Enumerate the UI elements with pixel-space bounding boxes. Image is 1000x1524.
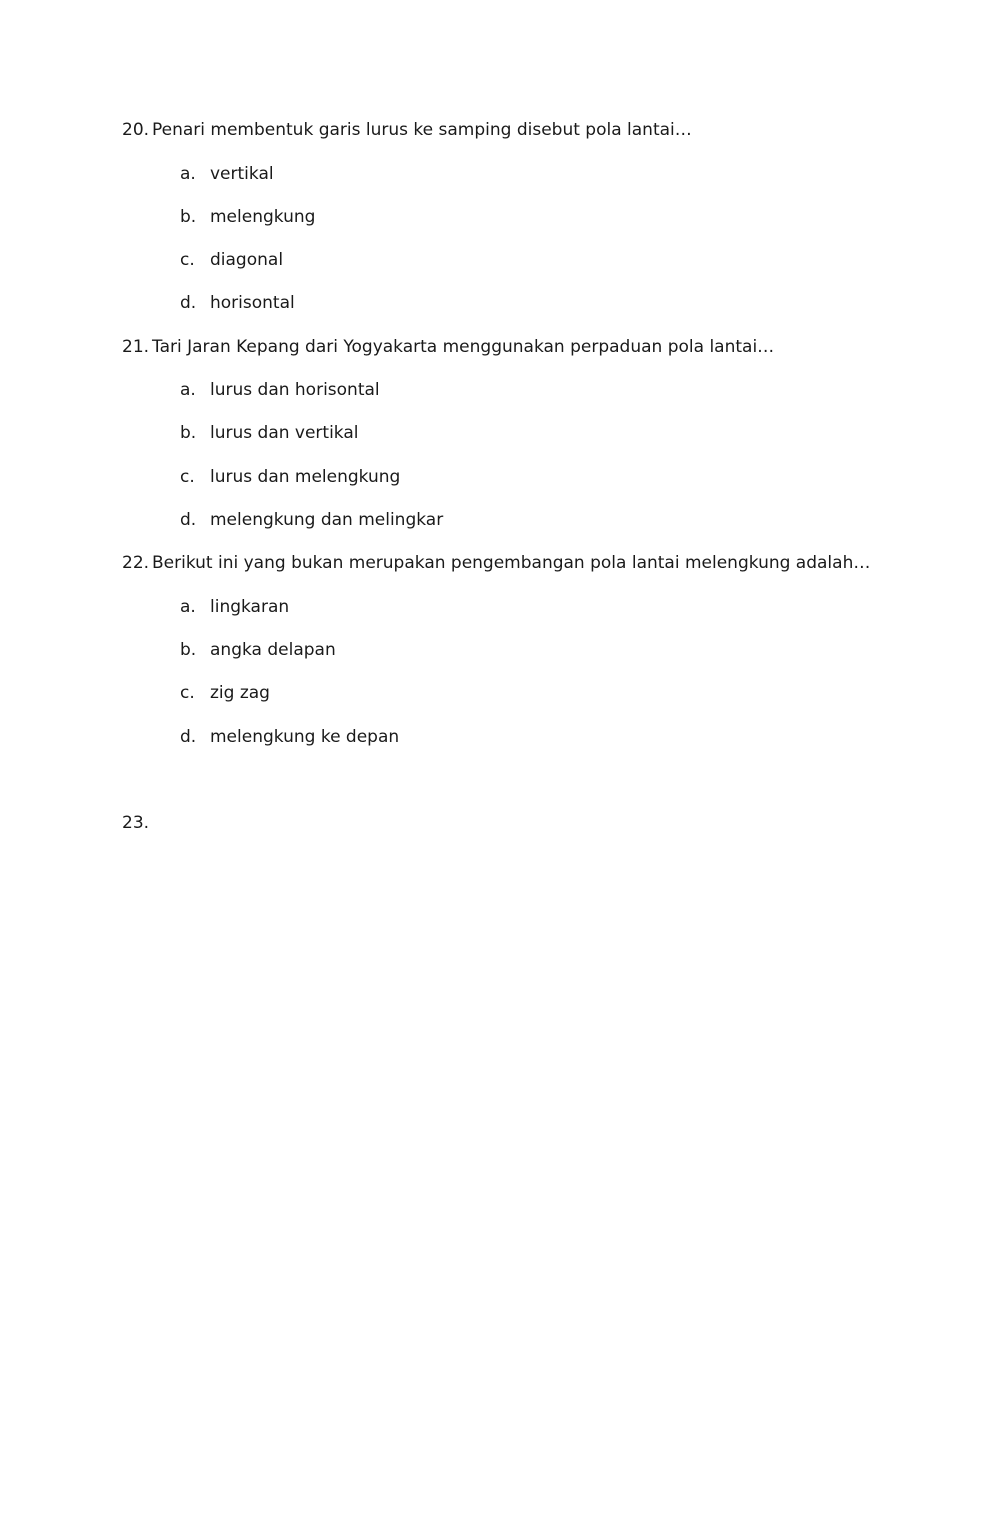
option-letter: d.	[180, 727, 197, 747]
question-number: 22.	[122, 553, 150, 573]
question-22-option-c	[180, 682, 270, 704]
option-text: vertikal	[210, 164, 274, 184]
question-22-option-d	[180, 726, 399, 748]
question-20-option-b	[180, 206, 315, 228]
question-text: Penari membentuk garis lurus ke samping disebut pola lantai…	[152, 120, 692, 140]
option-text: lurus dan vertikal	[210, 423, 359, 443]
option-text: melengkung ke depan	[210, 727, 400, 747]
option-letter: d.	[180, 510, 197, 530]
option-letter: a.	[180, 597, 196, 617]
question-21	[122, 336, 774, 358]
option-letter: c.	[180, 467, 195, 487]
option-letter: a.	[180, 164, 196, 184]
question-21-option-d	[180, 509, 443, 531]
option-text: horisontal	[210, 293, 295, 313]
question-22-option-b	[180, 639, 336, 661]
question-number: 21.	[122, 337, 150, 357]
option-letter: b.	[180, 207, 197, 227]
option-text: lingkaran	[210, 597, 290, 617]
question-22-option-a	[180, 596, 289, 618]
question-21-option-b	[180, 422, 359, 444]
option-text: angka delapan	[210, 640, 336, 660]
question-20-option-c	[180, 249, 283, 271]
question-20-option-a	[180, 163, 274, 185]
option-text: melengkung dan melingkar	[210, 510, 444, 530]
question-21-option-c	[180, 466, 400, 488]
question-number: 20.	[122, 120, 150, 140]
option-text: zig zag	[210, 683, 270, 703]
option-text: melengkung	[210, 207, 316, 227]
question-number: 23.	[122, 813, 150, 833]
option-text: diagonal	[210, 250, 284, 270]
option-letter: c.	[180, 250, 195, 270]
question-23	[122, 812, 152, 834]
option-letter: b.	[180, 640, 197, 660]
question-21-option-a	[180, 379, 380, 401]
question-22	[122, 552, 870, 574]
option-letter: c.	[180, 683, 195, 703]
option-letter: d.	[180, 293, 197, 313]
option-letter: a.	[180, 380, 196, 400]
question-text: Berikut ini yang bukan merupakan pengembangan pola lantai melengkung adalah…	[152, 553, 871, 573]
question-text: Tari Jaran Kepang dari Yogyakarta menggunakan perpaduan pola lantai…	[152, 337, 775, 357]
option-text: lurus dan melengkung	[210, 467, 401, 487]
option-text: lurus dan horisontal	[210, 380, 380, 400]
option-letter: b.	[180, 423, 197, 443]
question-20	[122, 119, 692, 141]
question-20-option-d	[180, 292, 295, 314]
